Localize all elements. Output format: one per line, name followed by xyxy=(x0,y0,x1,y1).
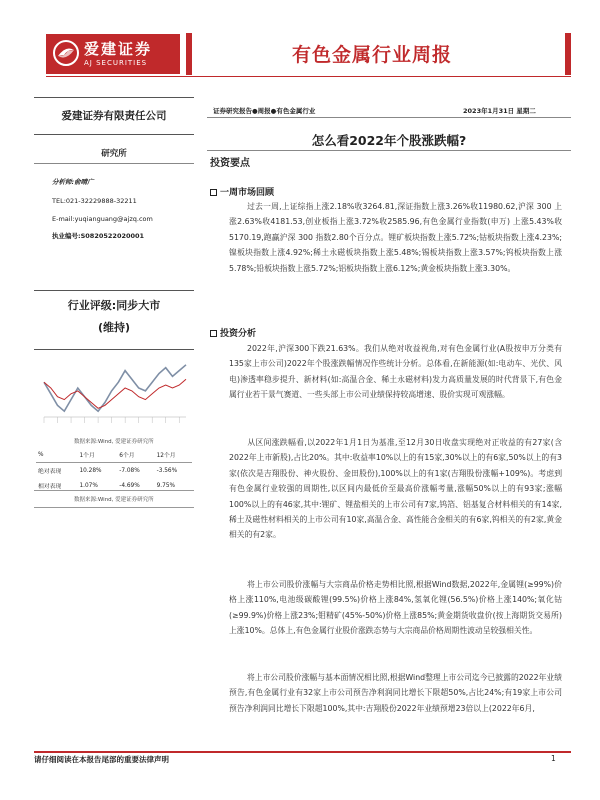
title-rule xyxy=(207,150,571,151)
paragraph-text: 将上市公司股价涨幅与大宗商品价格走势相比照,根据Wind数据,2022年,金属锂(≥99%)价格上涨110%,电池级碳酸锂(99.5%)价格上涨84%,氢氧化锂(56.5%)价格上涨140%;氧化钴(≥99.9%)价格上涨23%;钼精矿(45%-50%)价格上涨85%;黄金期货收盘价(按上海期货交易所)上涨10%。总体上,有色金属行业股价涨跌态势与大宗商品价格周期性波动呈较强相关性。 xyxy=(229,580,562,636)
paragraph-text: 过去一周,上证综指上涨2.18%收3264.81,深证指数上涨3.26%收11980.62,沪深 300 上涨2.63%收4181.53,创业板指上涨3.72%收2585.96,有色金属行业指数(申万) 上涨5.43%收5170.19,跑赢沪深 300 指数2.80个百分点。锂矿板块指数上涨5.72%;钴板块指数上涨4.23%;镍板块指数上涨4.92%;稀土永磁板块指数上涨5.48%;锡板块指数上涨3.57%;钨板块指数上涨5.78%;铅板块指数上涨5.72%;铝板块指数上涨6.12%;黄金板块指数上涨3.30%。 xyxy=(229,202,562,273)
industry-rating-box xyxy=(34,290,194,350)
paragraph xyxy=(229,670,562,716)
table-cell: -4.69% xyxy=(119,482,140,489)
table-bottom-rule xyxy=(34,490,194,491)
chart-series-line-0 xyxy=(44,365,186,411)
legal-disclaimer: 请仔细阅读在本报告尾部的重要法律声明 xyxy=(34,755,169,764)
table-cell: 相对表现 xyxy=(38,484,62,490)
table-header-cell: 1个月 xyxy=(77,447,117,463)
paragraph-text: 从区间涨跌幅看,以2022年1月1日为基准,至12月30日收盘实现绝对正收益的有27家(含2022年上市新股),占比20%。其中:收益率10%以上的有15家,30%以上的有6家,50%以上的有3家(依次是吉翔股份、神火股份、金田股份),100%以上的有1家(吉翔股份涨幅+109%)。考虑到有色金属行业较强的周期性,以区间内最低价至最高价涨幅考量,涨幅50%以上的有93家;涨幅100%以上的有46家,其中:锂矿、锂盐相关的上市公司有7家,钨箔、铝基复合材料相关的有14家,稀土及磁性材料相关的上市公司有10家,高温合金、高性能合金相关的有6家,钨相关的有2家,黄金相关的有2家。 xyxy=(229,438,562,540)
sidebar-bottom-rule xyxy=(34,507,194,508)
table-header-row xyxy=(36,447,192,463)
paragraph xyxy=(229,341,562,403)
company-name: 爱建证券有限责任公司 xyxy=(61,110,167,122)
paragraph xyxy=(229,577,562,639)
institute-label: 研究所 xyxy=(101,149,127,159)
paragraph xyxy=(229,435,562,543)
header-divider xyxy=(46,76,571,77)
logo-text-cn: 爱建证券 xyxy=(84,40,153,58)
page-title: 怎么看2022年个股涨跌幅? xyxy=(311,133,467,148)
section-heading-market-review xyxy=(210,185,274,198)
section-heading-text: 投资分析 xyxy=(220,329,257,339)
paragraph-text: 将上市公司股价涨幅与基本面情况相比照,根据Wind整理上市公司迄今已披露的2022年业绩预告,有色金属行业有32家上市公司预告净利润同比增长下限超50%,占比24%;有19家上市公司预告净利润同比增长下限超100%,其中:吉翔股份2022年业绩预增23倍以上(2022年6月, xyxy=(229,673,562,713)
table-header-cell: 6个月 xyxy=(117,447,154,463)
content-top-rule xyxy=(207,117,571,118)
section-heading-text: 一周市场回顾 xyxy=(220,188,275,198)
logo-mark-icon xyxy=(52,39,80,67)
analyst-cert-number: 执业编号:S0820522020001 xyxy=(52,232,145,240)
table-cell: 10.28% xyxy=(79,467,102,474)
checkbox-square-icon xyxy=(210,330,217,337)
table-header-cell: % xyxy=(36,447,77,463)
key-points-heading: 投资要点 xyxy=(210,158,250,169)
footer-rule xyxy=(34,751,571,753)
table-cell: 绝对表现 xyxy=(38,469,62,475)
table-header-cell: 12个月 xyxy=(155,447,192,463)
sidebar-divider xyxy=(34,163,194,164)
chart-series-line-1 xyxy=(44,379,186,408)
analyst-name: 分析师:俞晴广 xyxy=(52,178,94,186)
report-date: 2023年1月31日 星期二 xyxy=(463,107,536,115)
breadcrumb: 证券研究报告●周报●有色金属行业 xyxy=(213,107,316,115)
table-cell: 9.75% xyxy=(156,482,176,489)
company-box xyxy=(34,97,194,135)
chart-source-note: 数据来源:Wind, 爱建证券研究所 xyxy=(74,439,154,445)
performance-table xyxy=(36,447,192,493)
table-source-note: 数据来源:Wind, 爱建证券研究所 xyxy=(74,497,154,503)
table-row xyxy=(36,463,192,479)
logo-text-en: AJ SECURITIES xyxy=(84,59,148,67)
paragraph-text: 2022年,沪深300下跌21.63%。我们从绝对收益视角,对有色金属行业(A股按申万分类有135家上市公司)2022年个股涨跌幅情况作些统计分析。总体看,在新能源(如:电动车、光伏、风电)渗透率稳步提升、新材料(如:高温合金、稀土永磁材料)发力高质量发展的时代背景下,有色金属行业若干景气赛道、一些头部上市公司业绩保持较高增速、股价实现可观涨幅。 xyxy=(229,344,562,400)
table-cell: -7.08% xyxy=(119,467,140,474)
report-type-title: 有色金属行业周报 xyxy=(292,44,453,66)
industry-rating: 行业评级:同步大市 xyxy=(67,299,161,312)
header-accent-bar xyxy=(186,33,192,75)
report-header xyxy=(0,0,600,80)
table-cell: 1.07% xyxy=(79,482,98,489)
relative-performance-chart xyxy=(38,353,190,433)
paragraph xyxy=(229,199,562,276)
company-logo xyxy=(46,34,180,74)
sidebar xyxy=(34,97,194,752)
analyst-phone: TEL:021-32229888-32211 xyxy=(52,197,137,205)
page-number: 1 xyxy=(551,754,556,763)
industry-rating-status: (维持) xyxy=(97,321,131,334)
header-accent-bar-right xyxy=(565,33,571,75)
section-heading-investment-analysis xyxy=(210,326,256,339)
checkbox-square-icon xyxy=(210,189,217,196)
table-cell: -3.56% xyxy=(156,467,178,474)
analyst-email: E-mail:yuqianguang@ajzq.com xyxy=(52,215,153,223)
